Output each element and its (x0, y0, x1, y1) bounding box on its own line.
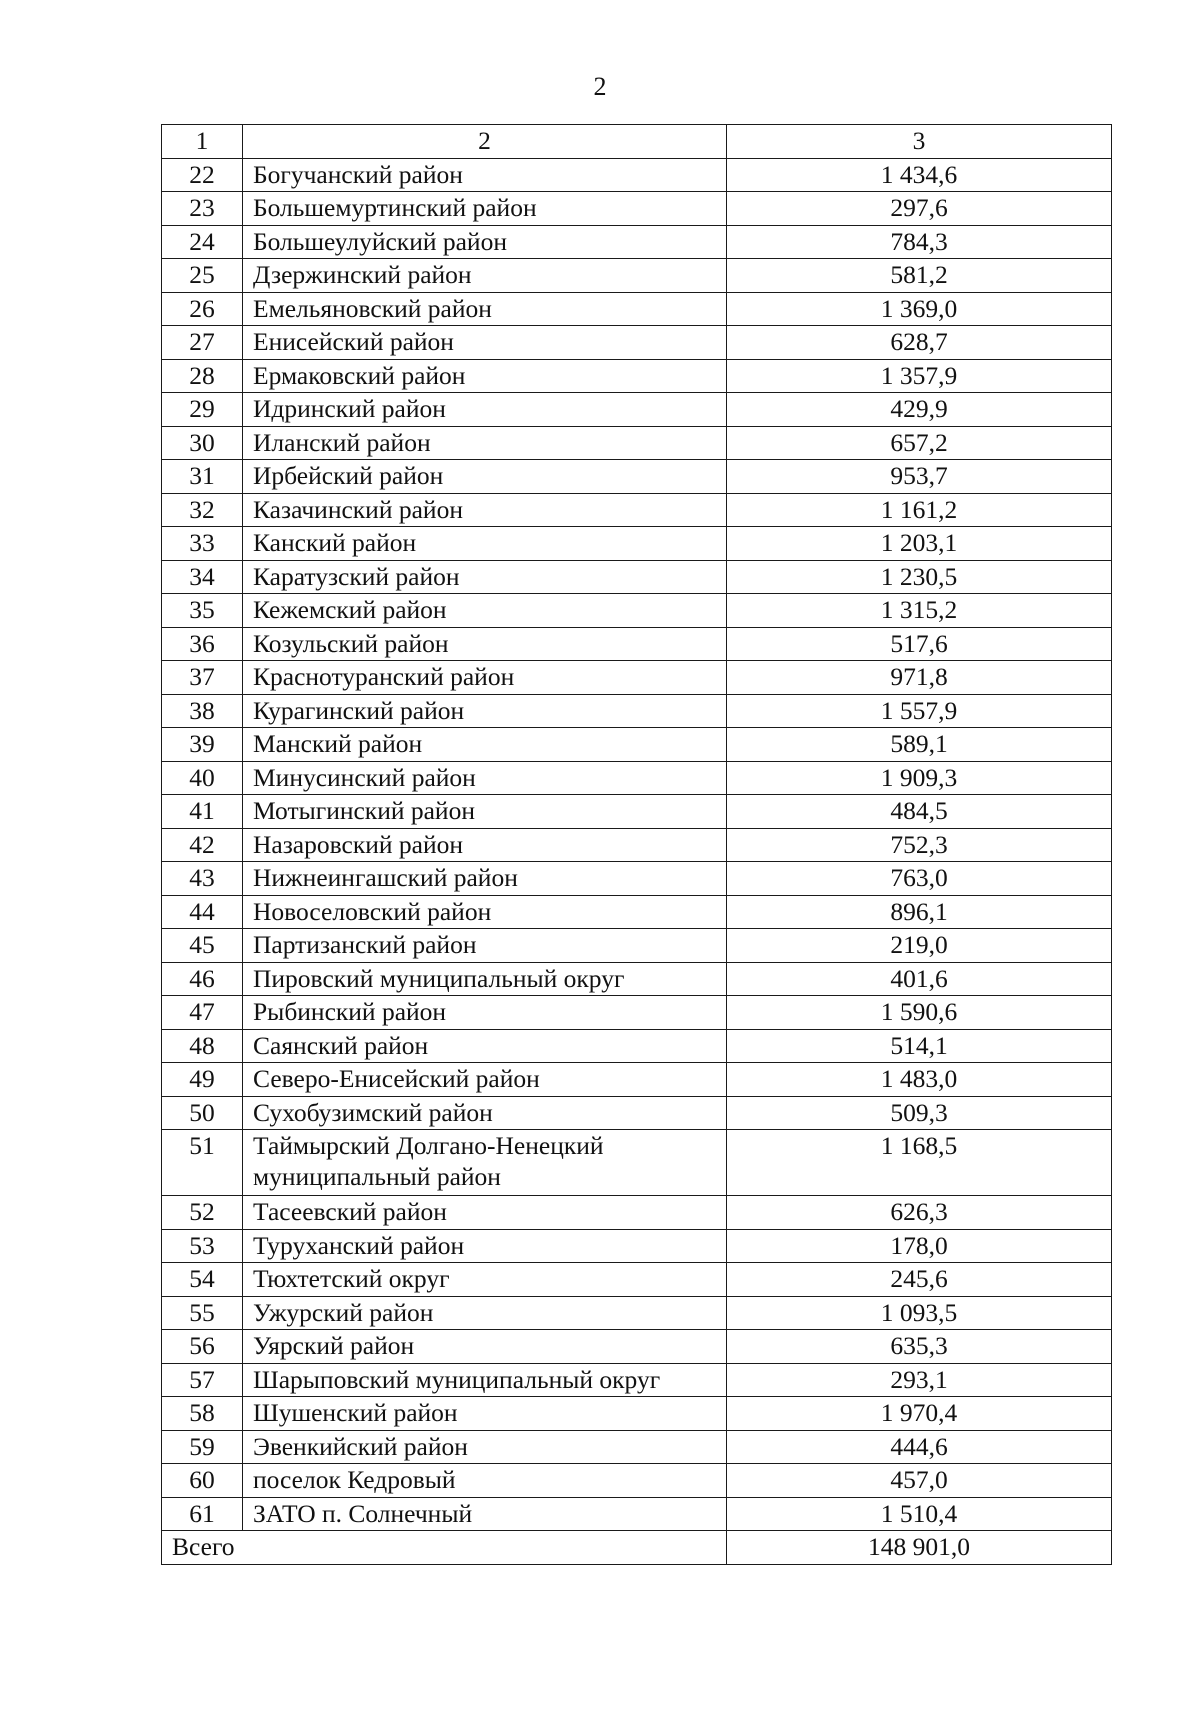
row-number-cell: 22 (162, 158, 243, 192)
table-row (162, 1096, 1112, 1130)
amount-cell: 628,7 (727, 326, 1112, 360)
amount-cell: 1 357,9 (727, 359, 1112, 393)
table-row (162, 795, 1112, 829)
row-number-cell: 41 (162, 795, 243, 829)
data-table (161, 124, 1112, 1565)
table-row (162, 1029, 1112, 1063)
table-row (162, 627, 1112, 661)
table-row (162, 1464, 1112, 1498)
municipality-name-cell: Минусинский район (243, 761, 727, 795)
amount-cell: 245,6 (727, 1263, 1112, 1297)
amount-cell: 971,8 (727, 661, 1112, 695)
table-row (162, 962, 1112, 996)
amount-cell: 635,3 (727, 1330, 1112, 1364)
row-number-cell: 60 (162, 1464, 243, 1498)
amount-cell: 457,0 (727, 1464, 1112, 1498)
amount-cell: 1 230,5 (727, 560, 1112, 594)
row-number-cell: 53 (162, 1229, 243, 1263)
table-row (162, 560, 1112, 594)
row-number-cell: 23 (162, 192, 243, 226)
municipality-name-cell: Рыбинский район (243, 996, 727, 1030)
row-number-cell: 45 (162, 929, 243, 963)
row-number-cell: 37 (162, 661, 243, 695)
municipality-name-cell: Краснотуранский район (243, 661, 727, 695)
row-number-cell: 34 (162, 560, 243, 594)
municipality-name-cell: Большеулуйский район (243, 225, 727, 259)
table-row (162, 460, 1112, 494)
amount-cell: 1 369,0 (727, 292, 1112, 326)
amount-cell: 1 970,4 (727, 1397, 1112, 1431)
table-row (162, 326, 1112, 360)
municipality-name-cell: ЗАТО п. Солнечный (243, 1497, 727, 1531)
table-row (162, 828, 1112, 862)
row-number-cell: 38 (162, 694, 243, 728)
municipality-name-cell: поселок Кедровый (243, 1464, 727, 1498)
municipality-name-cell: Сухобузимский район (243, 1096, 727, 1130)
row-number-cell: 47 (162, 996, 243, 1030)
header-cell-3: 3 (727, 125, 1112, 159)
municipality-name-cell: Кежемский район (243, 594, 727, 628)
table-row (162, 929, 1112, 963)
row-number-cell: 46 (162, 962, 243, 996)
municipality-name-cell: Саянский район (243, 1029, 727, 1063)
row-number-cell: 51 (162, 1130, 243, 1196)
table-row (162, 895, 1112, 929)
municipality-name-cell: Емельяновский район (243, 292, 727, 326)
municipality-name-cell: Новоселовский район (243, 895, 727, 929)
municipality-name-cell: Тасеевский район (243, 1196, 727, 1230)
table-row (162, 292, 1112, 326)
amount-cell: 293,1 (727, 1363, 1112, 1397)
table-row (162, 225, 1112, 259)
table-body (162, 125, 1112, 1565)
amount-cell: 657,2 (727, 426, 1112, 460)
amount-cell: 401,6 (727, 962, 1112, 996)
header-cell-2: 2 (243, 125, 727, 159)
amount-cell: 763,0 (727, 862, 1112, 896)
row-number-cell: 55 (162, 1296, 243, 1330)
table-row (162, 728, 1112, 762)
row-number-cell: 27 (162, 326, 243, 360)
table-row (162, 594, 1112, 628)
row-number-cell: 59 (162, 1430, 243, 1464)
row-number-cell: 52 (162, 1196, 243, 1230)
table-row (162, 1330, 1112, 1364)
row-number-cell: 43 (162, 862, 243, 896)
table-row (162, 1497, 1112, 1531)
row-number-cell: 30 (162, 426, 243, 460)
municipality-name-cell: Туруханский район (243, 1229, 727, 1263)
municipality-name-cell: Курагинский район (243, 694, 727, 728)
municipality-name-cell: Ермаковский район (243, 359, 727, 393)
row-number-cell: 57 (162, 1363, 243, 1397)
amount-cell: 1 203,1 (727, 527, 1112, 561)
municipality-name-cell: Партизанский район (243, 929, 727, 963)
table-row (162, 359, 1112, 393)
municipality-name-cell: Северо-Енисейский район (243, 1063, 727, 1097)
table-row (162, 1063, 1112, 1097)
table-row (162, 694, 1112, 728)
total-value: 148 901,0 (727, 1531, 1112, 1565)
table-row (162, 1363, 1112, 1397)
table-row (162, 996, 1112, 1030)
total-label: Всего (162, 1531, 727, 1565)
amount-cell: 517,6 (727, 627, 1112, 661)
amount-cell: 896,1 (727, 895, 1112, 929)
municipality-name-cell: Таймырский Долгано-Ненецкий муниципальный район (243, 1130, 727, 1196)
municipality-name-cell: Шарыповский муниципальный округ (243, 1363, 727, 1397)
row-number-cell: 56 (162, 1330, 243, 1364)
table-row (162, 426, 1112, 460)
amount-cell: 1 315,2 (727, 594, 1112, 628)
amount-cell: 1 483,0 (727, 1063, 1112, 1097)
table-row (162, 661, 1112, 695)
table-row (162, 493, 1112, 527)
row-number-cell: 35 (162, 594, 243, 628)
header-cell-1: 1 (162, 125, 243, 159)
amount-cell: 297,6 (727, 192, 1112, 226)
row-number-cell: 44 (162, 895, 243, 929)
municipality-name-cell: Канский район (243, 527, 727, 561)
municipality-name-cell: Ужурский район (243, 1296, 727, 1330)
row-number-cell: 31 (162, 460, 243, 494)
amount-cell: 444,6 (727, 1430, 1112, 1464)
table-row (162, 1263, 1112, 1297)
amount-cell: 514,1 (727, 1029, 1112, 1063)
table-row (162, 1130, 1112, 1196)
row-number-cell: 61 (162, 1497, 243, 1531)
row-number-cell: 29 (162, 393, 243, 427)
row-number-cell: 40 (162, 761, 243, 795)
amount-cell: 752,3 (727, 828, 1112, 862)
table-row (162, 259, 1112, 293)
table-row (162, 158, 1112, 192)
amount-cell: 1 590,6 (727, 996, 1112, 1030)
municipality-name-cell: Дзержинский район (243, 259, 727, 293)
municipality-name-cell: Манский район (243, 728, 727, 762)
amount-cell: 1 093,5 (727, 1296, 1112, 1330)
amount-cell: 1 434,6 (727, 158, 1112, 192)
row-number-cell: 58 (162, 1397, 243, 1431)
table-header-row (162, 125, 1112, 159)
amount-cell: 1 510,4 (727, 1497, 1112, 1531)
row-number-cell: 42 (162, 828, 243, 862)
municipality-name-cell: Шушенский район (243, 1397, 727, 1431)
page-number: 2 (593, 72, 607, 101)
row-number-cell: 48 (162, 1029, 243, 1063)
municipality-name-cell: Ирбейский район (243, 460, 727, 494)
row-number-cell: 39 (162, 728, 243, 762)
municipality-name-cell: Каратузский район (243, 560, 727, 594)
amount-cell: 581,2 (727, 259, 1112, 293)
total-row (162, 1531, 1112, 1565)
table-row (162, 761, 1112, 795)
row-number-cell: 54 (162, 1263, 243, 1297)
amount-cell: 1 168,5 (727, 1130, 1112, 1196)
amount-cell: 784,3 (727, 225, 1112, 259)
amount-cell: 1 161,2 (727, 493, 1112, 527)
amount-cell: 1 557,9 (727, 694, 1112, 728)
municipality-name-cell: Нижнеингашский район (243, 862, 727, 896)
row-number-cell: 25 (162, 259, 243, 293)
table-row (162, 1397, 1112, 1431)
amount-cell: 429,9 (727, 393, 1112, 427)
municipality-name-cell: Эвенкийский район (243, 1430, 727, 1464)
municipality-name-cell: Большемуртинский район (243, 192, 727, 226)
row-number-cell: 24 (162, 225, 243, 259)
amount-cell: 484,5 (727, 795, 1112, 829)
amount-cell: 178,0 (727, 1229, 1112, 1263)
row-number-cell: 36 (162, 627, 243, 661)
amount-cell: 626,3 (727, 1196, 1112, 1230)
amount-cell: 953,7 (727, 460, 1112, 494)
row-number-cell: 33 (162, 527, 243, 561)
amount-cell: 509,3 (727, 1096, 1112, 1130)
table-row (162, 862, 1112, 896)
row-number-cell: 26 (162, 292, 243, 326)
table-row (162, 1430, 1112, 1464)
municipality-name-cell: Богучанский район (243, 158, 727, 192)
row-number-cell: 28 (162, 359, 243, 393)
municipality-name-cell: Казачинский район (243, 493, 727, 527)
row-number-cell: 50 (162, 1096, 243, 1130)
amount-cell: 589,1 (727, 728, 1112, 762)
table-row (162, 527, 1112, 561)
municipality-name-cell: Тюхтетский округ (243, 1263, 727, 1297)
amount-cell: 219,0 (727, 929, 1112, 963)
row-number-cell: 49 (162, 1063, 243, 1097)
municipality-name-cell: Уярский район (243, 1330, 727, 1364)
table-row (162, 393, 1112, 427)
row-number-cell: 32 (162, 493, 243, 527)
amount-cell: 1 909,3 (727, 761, 1112, 795)
table-row (162, 1196, 1112, 1230)
municipality-name-cell: Енисейский район (243, 326, 727, 360)
municipality-name-cell: Пировский муниципальный округ (243, 962, 727, 996)
table-row (162, 1229, 1112, 1263)
municipality-name-cell: Козульский район (243, 627, 727, 661)
municipality-name-cell: Мотыгинский район (243, 795, 727, 829)
municipality-name-cell: Идринский район (243, 393, 727, 427)
municipality-name-cell: Иланский район (243, 426, 727, 460)
municipality-name-cell: Назаровский район (243, 828, 727, 862)
table-row (162, 1296, 1112, 1330)
table-row (162, 192, 1112, 226)
